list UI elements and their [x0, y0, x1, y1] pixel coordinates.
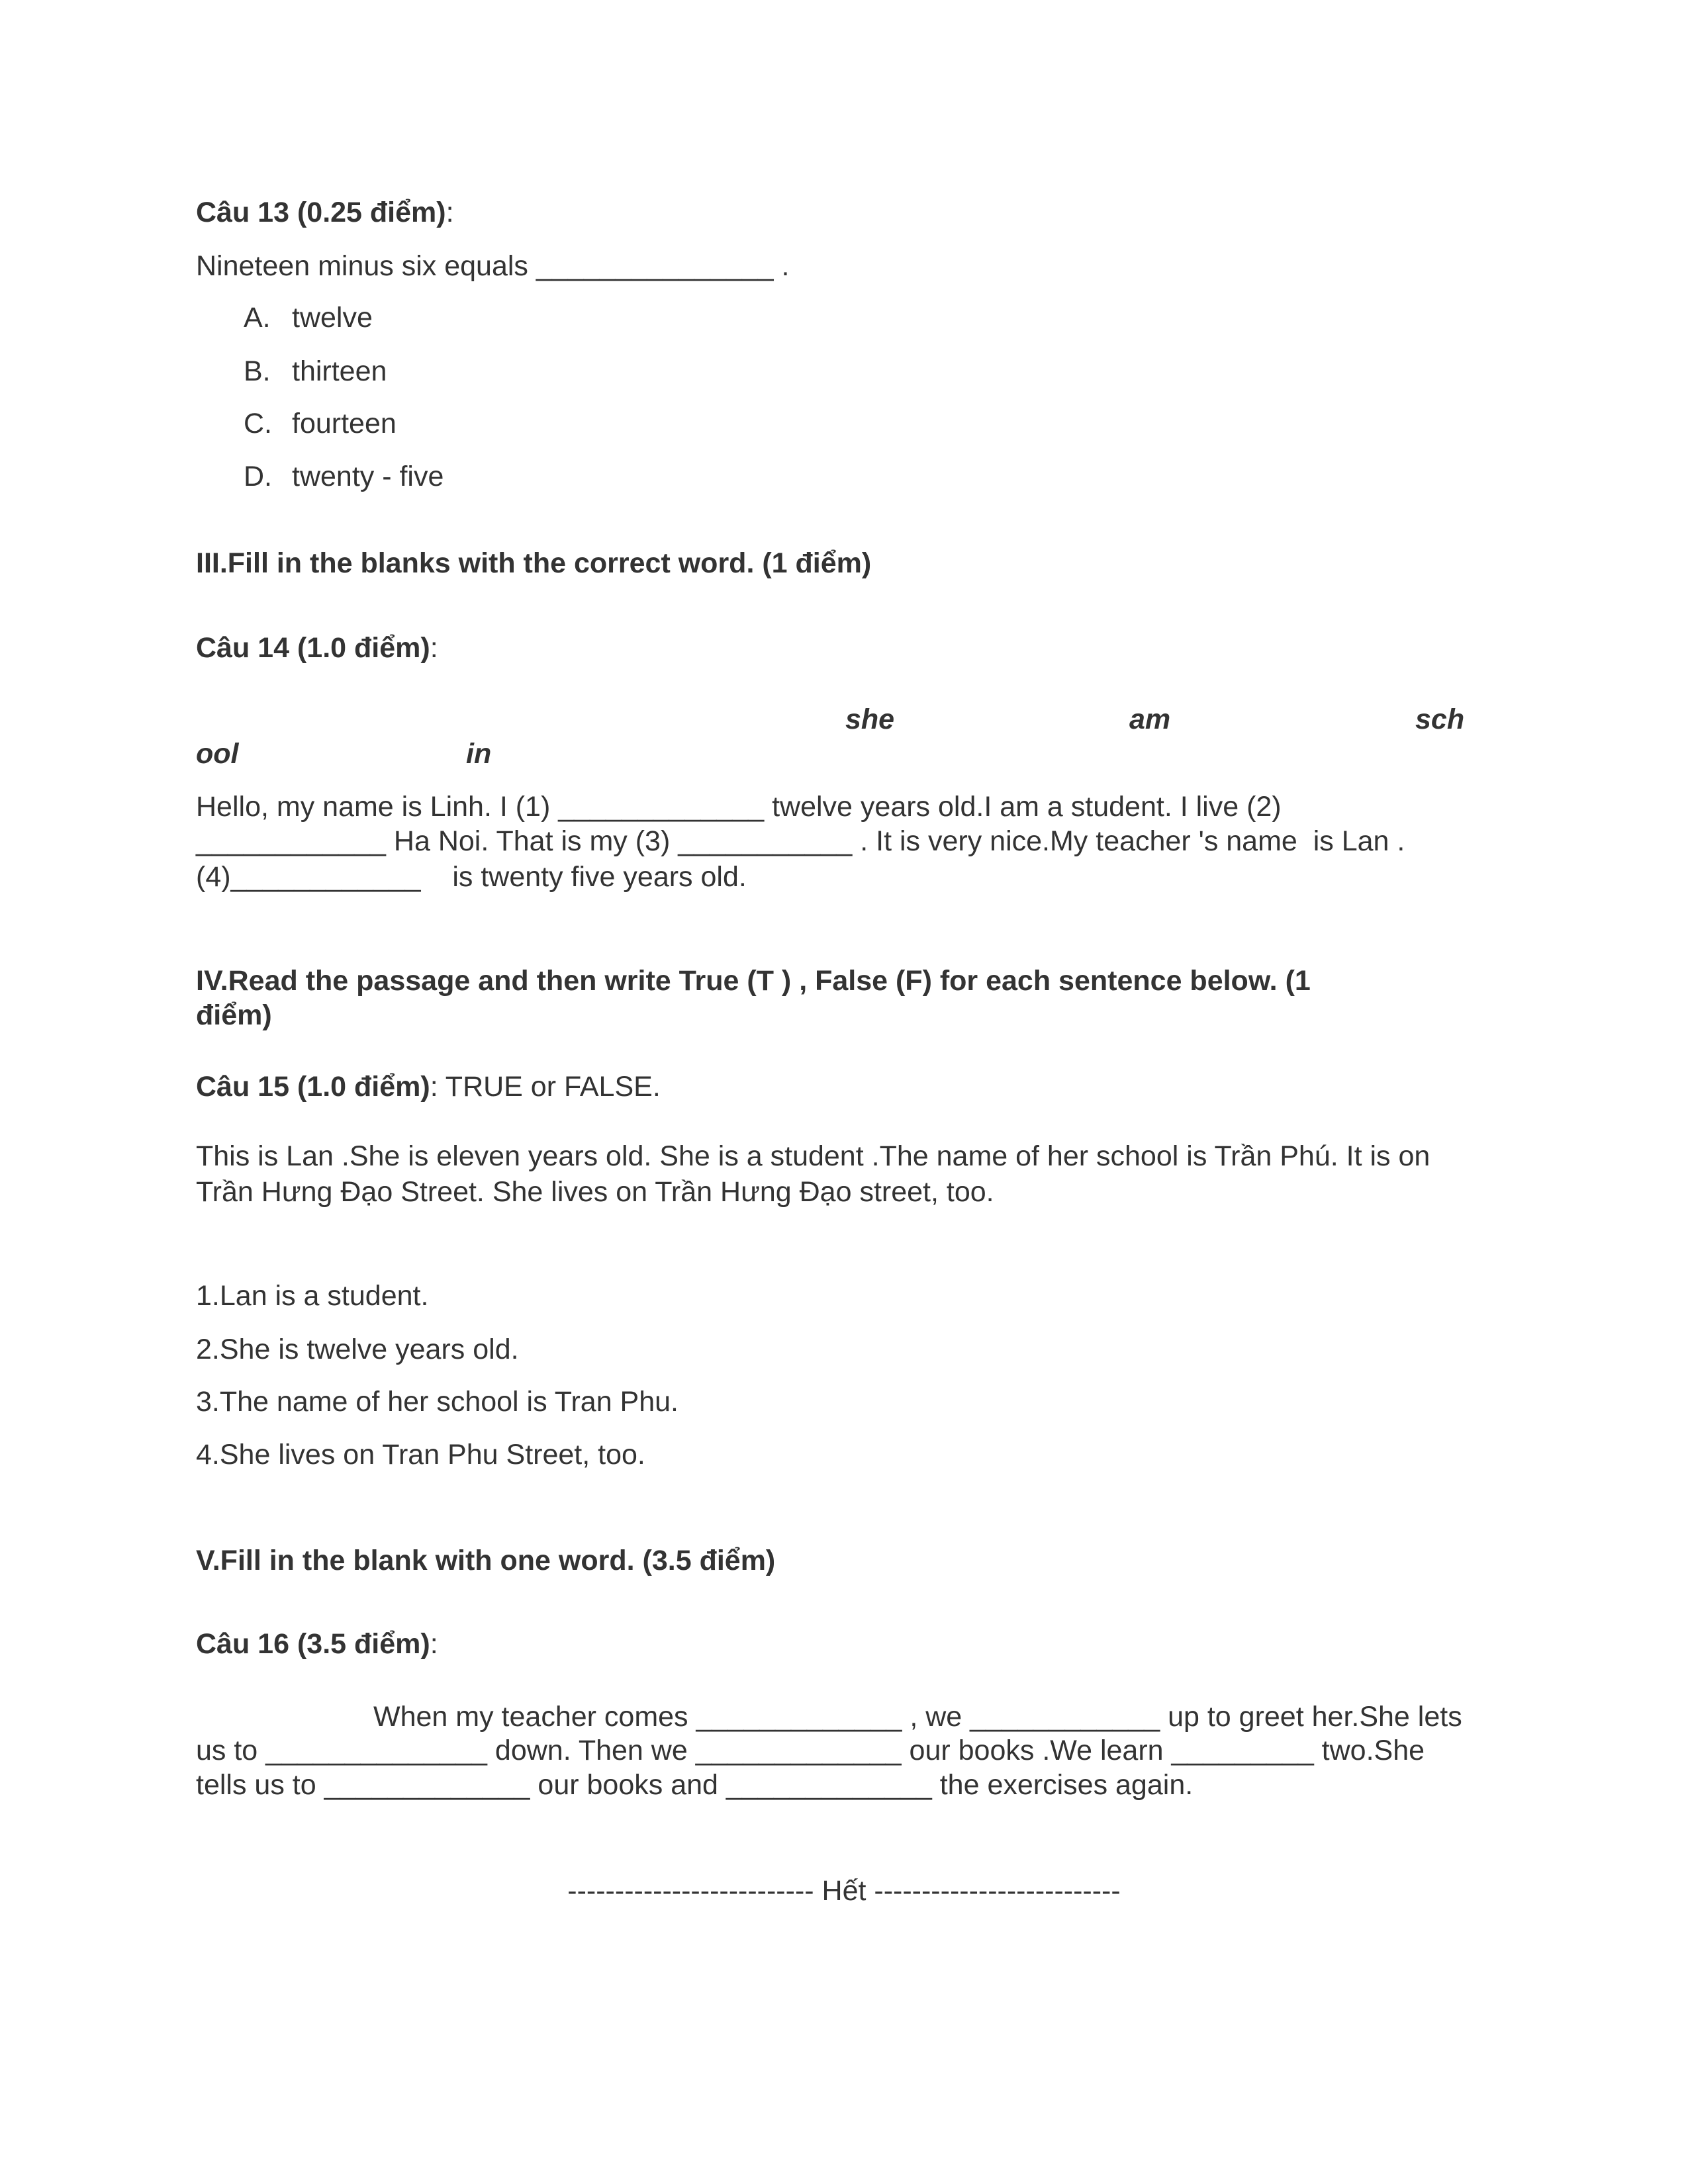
q15-statement: 4.She lives on Tran Phu Street, too.: [196, 1439, 645, 1471]
q16-heading: [196, 1627, 438, 1661]
q16-colon: :: [430, 1628, 438, 1660]
option-text: fourteen: [292, 408, 397, 439]
q14-colon: :: [430, 632, 438, 664]
q16-passage-line: When my teacher comes _____________ , we ____________ up to greet her.She lets: [373, 1701, 1462, 1733]
word-bank-item: she: [845, 704, 895, 735]
q14-passage-line: ____________ Ha Noi. That is my (3) ___________ . It is very nice.My teacher 's name is Lan .: [196, 825, 1405, 857]
section-4-title-line: điểm): [196, 999, 272, 1031]
q15-heading: [196, 1069, 661, 1104]
q16-heading-text: Câu 16 (3.5 điểm): [196, 1628, 430, 1660]
section-5-title: V.Fill in the blank with one word. (3.5 điểm): [196, 1545, 776, 1576]
q13-heading: [196, 195, 454, 230]
option-text: thirteen: [292, 355, 387, 387]
section-3-title: III.Fill in the blanks with the correct word. (1 điểm): [196, 547, 872, 579]
q15-suffix: : TRUE or FALSE.: [430, 1071, 661, 1103]
option-text: twelve: [292, 302, 373, 334]
q14-passage-line: (4)____________ is twenty five years old.: [196, 861, 747, 893]
word-bank-item: in: [466, 738, 492, 770]
option-letter: C.: [244, 408, 272, 439]
end-marker: -------------------------- Hết --------------------------: [567, 1875, 1121, 1907]
q15-statement: 3.The name of her school is Tran Phu.: [196, 1386, 679, 1418]
q13-heading-text: Câu 13 (0.25 điểm): [196, 197, 446, 228]
option-letter: D.: [244, 461, 272, 492]
word-bank-item: sch: [1415, 704, 1465, 735]
q14-heading-text: Câu 14 (1.0 điểm): [196, 632, 430, 664]
q16-passage-line: tells us to _____________ our books and _____________ the exercises again.: [196, 1769, 1194, 1801]
q15-statement: 1.Lan is a student.: [196, 1280, 429, 1312]
option-text: twenty - five: [292, 461, 444, 492]
q13-colon: :: [445, 197, 454, 228]
q15-passage-line: This is Lan .She is eleven years old. She is a student .The name of her school is Trần Phú. It is on: [196, 1140, 1430, 1172]
word-bank-item: ool: [196, 738, 239, 770]
q14-passage-line: Hello, my name is Linh. I (1) _____________ twelve years old.I am a student. I live (2): [196, 791, 1282, 823]
option-letter: A.: [244, 302, 271, 334]
q15-statement: 2.She is twelve years old.: [196, 1334, 519, 1365]
section-4-title-line: IV.Read the passage and then write True (T ) , False (F) for each sentence below. (1: [196, 965, 1311, 997]
q15-heading-text: Câu 15 (1.0 điểm): [196, 1071, 430, 1103]
q16-passage-line: us to ______________ down. Then we _____________ our books .We learn _________ two.She: [196, 1735, 1425, 1766]
q15-passage-line: Trần Hưng Đạo Street. She lives on Trần Hưng Đạo street, too.: [196, 1176, 994, 1208]
q13-question: Nineteen minus six equals _______________ .: [196, 250, 790, 282]
word-bank-item: am: [1129, 704, 1171, 735]
option-letter: B.: [244, 355, 271, 387]
q14-heading: [196, 631, 438, 665]
